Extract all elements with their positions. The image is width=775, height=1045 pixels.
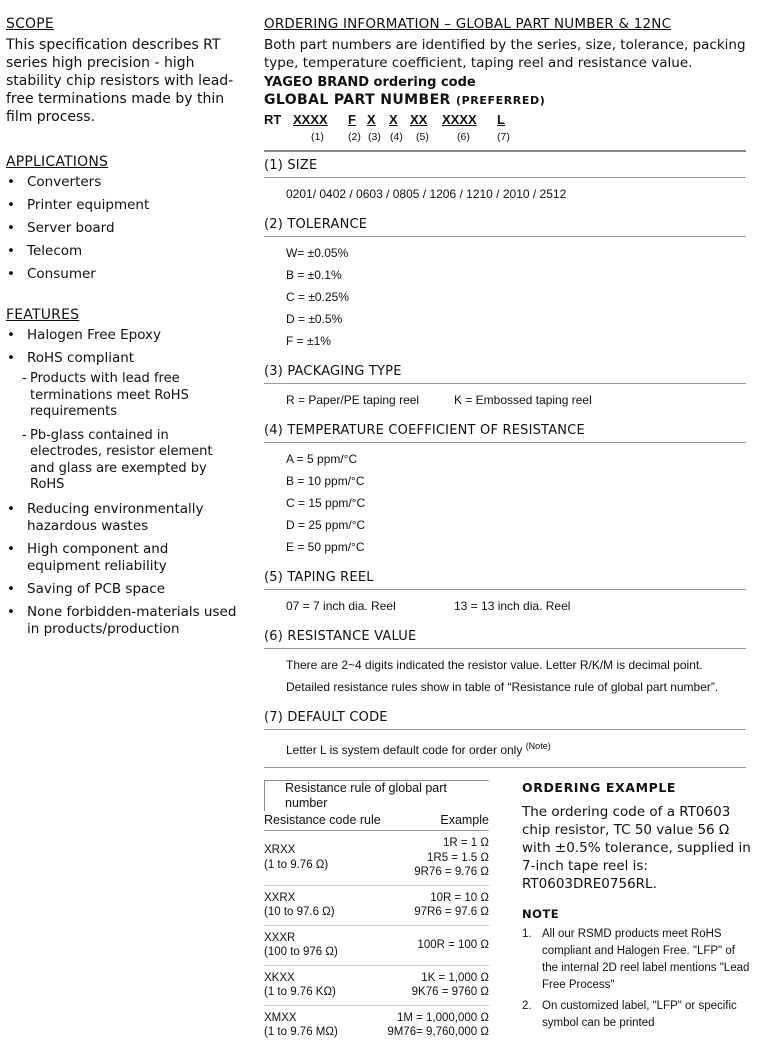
rule-example: 1R = 1 Ω [443,837,489,849]
rule-range: (100 to 976 Ω) [264,946,338,958]
rule-example: 100R = 100 Ω [417,938,489,951]
resistance-body [264,649,746,704]
size-heading: (1) SIZE [264,152,746,178]
list-item: • None forbidden-materials used in products/production [6,604,241,638]
code-resistance: XXXX [442,112,477,127]
ordering-example-text: The ordering code of a RT0603 chip resistor, TC 50 value 56 Ω with ±0.5% tolerance, supplied in 7-inch tape reel is: RT0603DRE0756RL. [522,804,751,892]
code-reel: XX [410,112,428,127]
note-number: 2. [522,1000,532,1012]
note-heading: NOTE [522,907,560,921]
features-sublist [6,371,241,494]
list-item: • Halogen Free Epoxy [6,327,241,344]
note-text: All our RSMD products meet RoHS compliant and Halogen Free. "LFP" of the internal 2D reel label mentions "Lead Free Process" [542,928,750,991]
list-item: B = 10 ppm/°C [286,474,365,488]
rule-example: 9M76= 9,760,000 Ω [387,1026,489,1038]
table-title: Resistance rule of global part number [264,780,489,811]
reel-option: 07 = 7 inch dia. Reel [286,599,396,613]
list-item: - Pb-glass contained in electrodes, resistor element and glass are exempted by RoHS [6,428,241,494]
list-item: • Saving of PCB space [6,581,241,598]
tcr-body [264,443,746,564]
list-item: • Converters [6,174,241,191]
scope-heading: SCOPE [6,16,54,32]
tcr-heading: (4) TEMPERATURE COEFFICIENT OF RESISTANCE [264,417,746,443]
note-ref: (Note) [525,741,551,751]
part-number-diagram [264,112,746,150]
list-item: • High component and equipment reliability [6,541,241,575]
code-default: L [497,112,505,127]
ordering-intro: Both part numbers are identified by the series, size, tolerance, packing type, temperature coefficient, taping reel and resistance value. [264,37,746,71]
resistance-line: Detailed resistance rules show in table of “Resistance rule of global part number”. [286,680,719,694]
packaging-option: K = Embossed taping reel [454,393,592,407]
ordering-section [264,16,746,768]
rule-example: 9K76 = 9760 Ω [411,986,489,998]
rule-code: XXRX [264,891,296,904]
note-text: On customized label, "LFP" or specific symbol can be printed [542,1000,737,1029]
list-item: C = ±0.25% [286,290,349,304]
preferred-label: (PREFERRED) [456,94,546,107]
code-packaging: X [367,112,376,127]
list-item [522,998,752,1032]
table-row [264,886,489,926]
features-list [6,327,241,367]
rule-range: (10 to 97.6 Ω) [264,906,335,918]
list-item: • Server board [6,220,241,237]
rule-range: (1 to 9.76 KΩ) [264,986,336,998]
ordering-example [522,780,752,1036]
list-item: • Telecom [6,243,241,260]
list-item: • Reducing environmentally hazardous wastes [6,501,241,535]
resistance-rule-table [264,780,489,1045]
list-item: B = ±0.1% [286,268,342,282]
note-number: 1. [522,928,532,940]
rule-code: XKXX [264,971,295,984]
features-heading: FEATURES [6,307,80,323]
resistance-heading: (6) RESISTANCE VALUE [264,623,746,649]
list-item: F = ±1% [286,334,331,348]
notes-list [522,926,752,1032]
table-row [264,966,489,1006]
rule-code: XRXX [264,844,296,857]
rule-example: 1R5 = 1.5 Ω [427,851,489,864]
divider [264,767,746,768]
code-tcr: X [389,112,398,127]
code-series: RT [264,112,282,127]
default-text: Letter L is system default code for order only [286,743,523,757]
reel-option: 13 = 13 inch dia. Reel [454,599,571,613]
code-num: (2) [348,131,361,143]
brand-label: YAGEO BRAND ordering code [264,75,476,90]
table-header [264,811,489,831]
table-row [264,926,489,966]
table-row [264,1006,489,1045]
rule-code: XXXR [264,931,296,944]
rule-example: 1K = 1,000 Ω [421,971,489,984]
rule-example: 97R6 = 97.6 Ω [414,906,489,918]
packaging-body [264,384,746,417]
code-tolerance: F [348,112,356,127]
rule-code: XMXX [264,1011,297,1024]
code-num: (3) [368,131,381,143]
list-item: C = 15 ppm/°C [286,496,366,510]
list-item: - Products with lead free terminations meet RoHS requirements [6,371,241,421]
rule-example: 10R = 10 Ω [430,891,489,904]
rule-example: 1M = 1,000,000 Ω [396,1011,489,1024]
size-body: 0201/ 0402 / 0603 / 0805 / 1206 / 1210 / 2010 / 2512 [286,187,567,201]
list-item: A = 5 ppm/°C [286,452,358,466]
default-heading: (7) DEFAULT CODE [264,704,746,730]
table-row [264,831,489,886]
applications-heading: APPLICATIONS [6,154,109,170]
list-item: W= ±0.05% [286,246,349,260]
list-item: D = 25 ppm/°C [286,518,366,532]
resistance-line: There are 2~4 digits indicated the resistor value. Letter R/K/M is decimal point. [286,658,703,672]
scope-text: This specification describes RT series high precision - high stability chip resistors with lead-free terminations made by thin film process. [6,37,234,125]
default-body [264,730,746,767]
column-header: Resistance code rule [264,813,381,827]
list-item: • Printer equipment [6,197,241,214]
code-num: (7) [497,131,510,143]
packaging-heading: (3) PACKAGING TYPE [264,358,746,384]
list-item: D = ±0.5% [286,312,343,326]
applications-list [6,174,241,283]
list-item: • Consumer [6,266,241,283]
rule-range: (1 to 9.76 MΩ) [264,1026,338,1038]
gpn-title [264,92,746,108]
rule-example: 9R76 = 9.76 Ω [414,866,489,878]
code-num: (4) [390,131,403,143]
ordering-heading: ORDERING INFORMATION – GLOBAL PART NUMBER & 12NC [264,16,672,32]
reel-body [264,590,746,623]
reel-heading: (5) TAPING REEL [264,564,746,590]
packaging-option: R = Paper/PE taping reel [286,393,420,407]
code-num: (1) [311,131,324,143]
code-num: (5) [416,131,429,143]
code-size: XXXX [293,112,328,127]
code-num: (6) [457,131,470,143]
gpn-label: GLOBAL PART NUMBER [264,92,451,108]
left-column [6,16,241,662]
tolerance-body [264,237,746,358]
features-list-cont [6,501,241,638]
ordering-example-heading: ORDERING EXAMPLE [522,780,677,795]
tolerance-heading: (2) TOLERANCE [264,211,746,237]
column-header: Example [440,813,489,827]
list-item [522,926,752,994]
list-item: • RoHS compliant [6,350,241,367]
list-item: E = 50 ppm/°C [286,540,365,554]
rule-range: (1 to 9.76 Ω) [264,858,329,871]
